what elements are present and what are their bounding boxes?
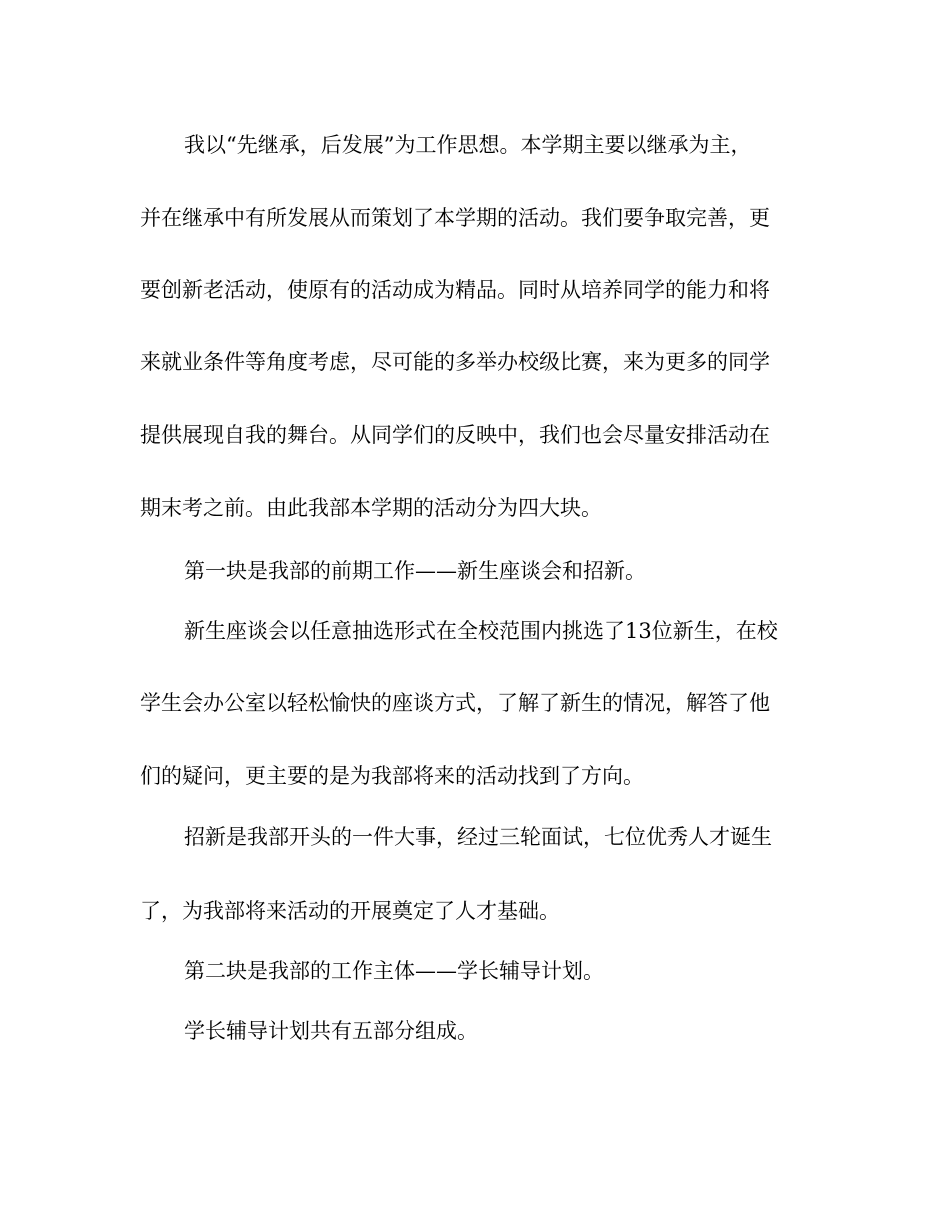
text-line: 来就业条件等角度考虑，尽可能的多举办校级比赛，来为更多的同学: [140, 350, 770, 374]
text-line: 学生会办公室以轻松愉快的座谈方式，了解了新生的情况，解答了他: [140, 691, 770, 715]
text-line: 学长辅导计划共有五部分组成。: [184, 1019, 478, 1043]
text-line: 第一块是我部的前期工作——新生座谈会和招新。: [184, 559, 646, 583]
text-line: 新生座谈会以任意抽选形式在全校范围内挑选了13位新生，在校: [184, 619, 778, 643]
text-line: 并在继承中有所发展从而策划了本学期的活动。我们要争取完善，更: [140, 206, 770, 230]
text-line: 我以“先继承，后发展”为工作思想。本学期主要以继承为主，: [184, 133, 752, 157]
text-line: 提供展现自我的舞台。从同学们的反映中，我们也会尽量安排活动在: [140, 423, 770, 447]
text-line: 了，为我部将来活动的开展奠定了人才基础。: [140, 899, 560, 923]
text-line: 期末考之前。由此我部本学期的活动分为四大块。: [140, 496, 602, 520]
text-line: 们的疑问，更主要的是为我部将来的活动找到了方向。: [140, 764, 644, 788]
text-line: 招新是我部开头的一件大事，经过三轮面试，七位优秀人才诞生: [184, 825, 772, 849]
text-line: 要创新老活动，使原有的活动成为精品。同时从培养同学的能力和将: [140, 278, 770, 302]
text-line: 第二块是我部的工作主体——学长辅导计划。: [184, 959, 604, 983]
